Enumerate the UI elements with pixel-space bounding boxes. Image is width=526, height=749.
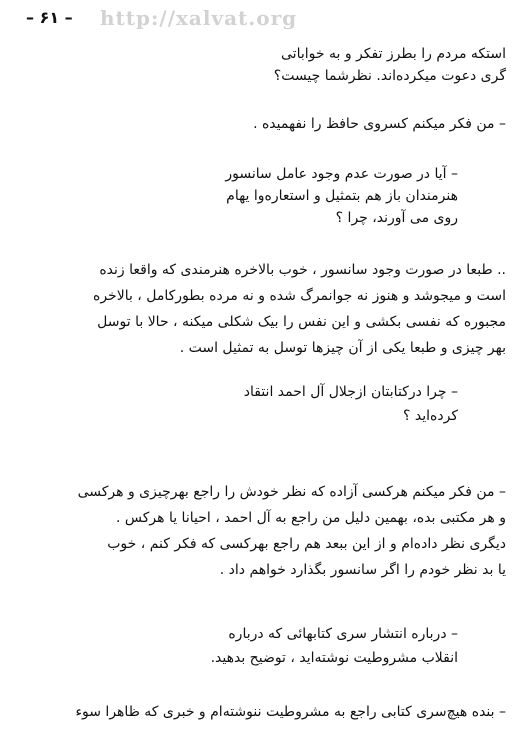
text-line: – آیا در صورت عدم وجود عامل سانسور xyxy=(225,166,458,182)
text-line: استکه مردم را بطرز تفکر و به خواباتی xyxy=(281,46,506,62)
text-line: و هر مکتبی بده، بهمین دلیل من راجع به آل احمد ، احیانا یا هرکس . xyxy=(115,510,506,526)
text-line: هنرمندان باز هم بتمثیل و استعاره‌وا یهام xyxy=(226,188,458,204)
text-line: یا بد نظر خودم را اگر سانسور بگذارد خواهم داد . xyxy=(219,562,506,578)
text-line: .. طبعا در صورت وجود سانسور ، خوب بالاخره هنرمندی که واقعا زنده xyxy=(99,262,506,278)
text-line: مجبوره که نفسی بکشی و این نفس را بیک شکلی میکنه ، حالا با توسل xyxy=(97,314,506,330)
text-line: دیگری نظر داده‌ام و از این ببعد هم راجع بهرکسی که فکر کنم ، خوب xyxy=(107,536,506,552)
text-line: گری دعوت میکرده‌اند. نظرشما چیست؟ xyxy=(273,68,506,84)
text-line: – درباره انتشار سری کتابهائی که درباره xyxy=(228,626,458,642)
text-line: انقلاب مشروطیت نوشته‌اید ، توضیح بدهید. xyxy=(210,650,458,666)
text-line: روی می آورند، چرا ؟ xyxy=(335,210,458,226)
page-header xyxy=(18,4,508,32)
text-line: بهر چیزی و طبعا یکی از آن چیزها توسل به تمثیل است . xyxy=(179,340,506,356)
watermark-url: http://xalvat.org xyxy=(100,6,298,30)
text-line: کرده‌اید ؟ xyxy=(403,408,458,424)
text-line: – چرا درکتابتان ازجلال آل احمد انتقاد xyxy=(243,384,458,400)
page-number: – ۶۱ – xyxy=(26,8,73,27)
text-line: است و میجوشد و هنوز نه جوانمرگ شده و نه مرده بطورکامل ، بالاخره xyxy=(93,288,506,304)
text-line: – من فکر میکنم کسروی حافظ را نفهمیده . xyxy=(253,116,506,132)
text-line: – من فکر میکنم هرکسی آزاده که نظر خودش را راجع بهرچیزی و هرکسی xyxy=(77,484,506,500)
text-line: – بنده هیچ‌سری کتابی راجع به مشروطیت ننوشته‌ام و خبری که ظاهرا سوء xyxy=(75,704,506,720)
